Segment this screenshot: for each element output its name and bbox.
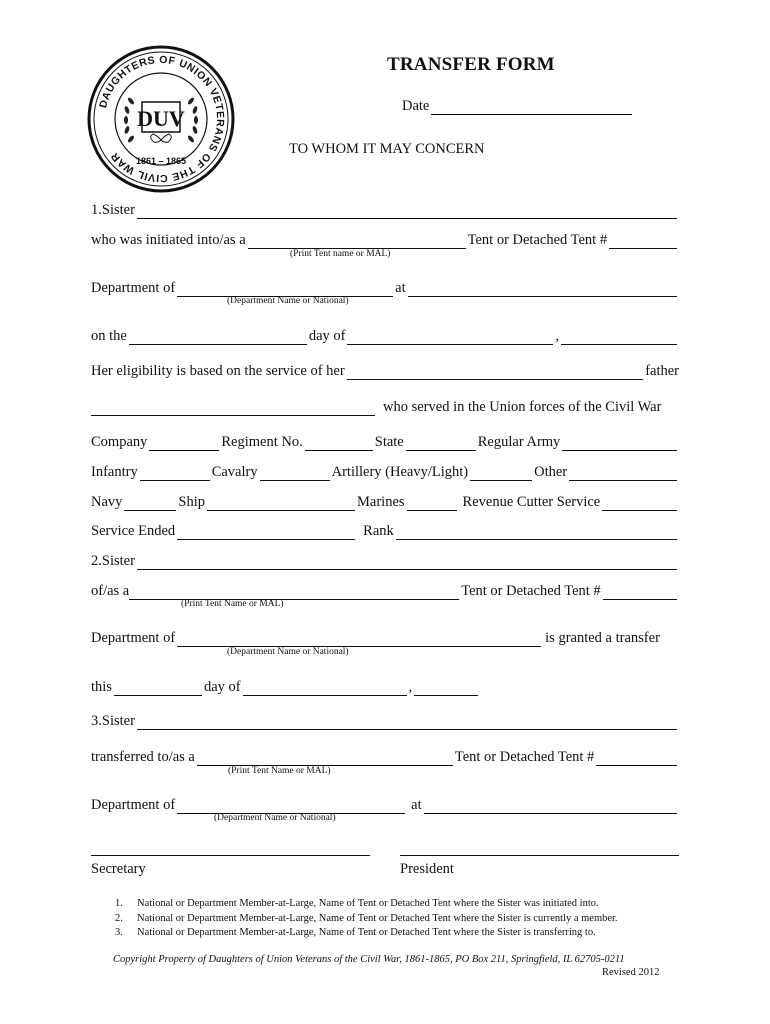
ship-field[interactable]: [207, 495, 355, 511]
dpv-seal-logo: [86, 44, 236, 194]
department1-row: [91, 277, 679, 297]
svg-text:DAUGHTERS OF UNION VETERANS OF: DAUGHTERS OF UNION VETERANS OF THE CIVIL WAR: [97, 53, 227, 185]
transfer-month-field[interactable]: [243, 680, 407, 696]
navy-label: Navy: [91, 494, 123, 510]
cavalry-label: Cavalry: [211, 464, 258, 480]
infantry-field[interactable]: [140, 465, 210, 481]
day-of-label: day of: [308, 328, 346, 344]
sister1-row: [91, 199, 679, 219]
cavalry-field[interactable]: [260, 465, 330, 481]
transfer-year-field[interactable]: [414, 680, 478, 696]
on-the-label: on the: [91, 328, 127, 344]
new-tent-label: Tent or Detached Tent #: [454, 749, 595, 765]
sister2-label: 2.Sister: [91, 553, 135, 569]
department1-at-field[interactable]: [408, 281, 677, 297]
date-field[interactable]: [431, 99, 632, 115]
other-label: Other: [534, 464, 568, 480]
footnote-number: 3.: [115, 927, 123, 938]
department2-hint: (Department Name or National): [227, 647, 349, 657]
sister1-name-field[interactable]: [137, 203, 677, 219]
sister3-row: [91, 710, 679, 730]
revenue-cutter-field[interactable]: [602, 495, 677, 511]
department2-label: Department of: [91, 630, 176, 646]
company-label: Company: [91, 434, 148, 450]
department3-hint: (Department Name or National): [214, 813, 336, 823]
new-tent-hint: (Print Tent Name or MAL): [228, 766, 331, 776]
revenue-cutter-label: Revenue Cutter Service: [462, 494, 601, 510]
transfer-comma: ,: [408, 679, 413, 695]
footnote-number: 2.: [115, 913, 123, 924]
sister2-row: [91, 550, 679, 570]
service-ended-field[interactable]: [177, 524, 355, 540]
artillery-field[interactable]: [470, 465, 532, 481]
current-tent-label: Tent or Detached Tent #: [461, 583, 601, 599]
regular-army-label: Regular Army: [477, 434, 561, 450]
marines-label: Marines: [357, 494, 405, 510]
navy-field[interactable]: [124, 495, 176, 511]
footnote-number: 1.: [115, 898, 123, 909]
served-label: who served in the Union forces of the Civil War: [383, 399, 662, 415]
rank-field[interactable]: [396, 524, 677, 540]
infantry-row: [91, 461, 679, 481]
form-title: TRANSFER FORM: [387, 54, 555, 75]
department1-hint: (Department Name or National): [227, 296, 349, 306]
state-field[interactable]: [406, 435, 476, 451]
granted-label: is granted a transfer: [545, 630, 660, 646]
sister3-label: 3.Sister: [91, 713, 135, 729]
department1-at-label: at: [395, 280, 406, 296]
transferred-label: transferred to/as a: [91, 749, 195, 765]
navy-row: [91, 491, 679, 511]
current-tent-row: [91, 580, 679, 600]
copyright-notice: Copyright Property of Daughters of Union Veterans of the Civil War, 1861-1865, PO Box 211, Springfield, IL 62705-0211: [113, 954, 625, 965]
regiment-field[interactable]: [305, 435, 373, 451]
department2-row: [91, 627, 679, 647]
transfer-day-field[interactable]: [114, 680, 202, 696]
service-ended-label: Service Ended: [91, 523, 176, 539]
department2-name-field[interactable]: [177, 631, 541, 647]
eligibility-label: Her eligibility is based on the service of her: [91, 363, 345, 379]
footnote-2: [115, 912, 618, 925]
revision-note: Revised 2012: [602, 967, 660, 978]
current-tent-name-field[interactable]: [129, 584, 459, 600]
company-field[interactable]: [149, 435, 219, 451]
initiated-tent-hint: (Print Tent name or MAL): [290, 249, 391, 259]
department3-row: [91, 794, 679, 814]
initiated-tent-number-field[interactable]: [609, 233, 677, 249]
sister2-name-field[interactable]: [137, 554, 677, 570]
transfer-day-of-label: day of: [203, 679, 241, 695]
ship-label: Ship: [178, 494, 206, 510]
initiated-tent-name-field[interactable]: [248, 233, 466, 249]
initiated-tent-label: Tent or Detached Tent #: [467, 232, 608, 248]
ancestor-row: [91, 396, 679, 416]
father-label: father: [645, 363, 679, 379]
other-field[interactable]: [569, 465, 677, 481]
regiment-label: Regiment No.: [221, 434, 303, 450]
current-tent-hint: (Print Tent Name or MAL): [181, 599, 284, 609]
department3-label: Department of: [91, 797, 176, 813]
president-label: President: [400, 861, 454, 877]
ofas-label: of/as a: [91, 583, 130, 599]
ancestor-relation-field[interactable]: [347, 364, 644, 380]
service-ended-row: [91, 520, 679, 540]
initiation-year-field[interactable]: [561, 329, 677, 345]
department1-label: Department of: [91, 280, 176, 296]
president-signature-line[interactable]: [400, 855, 679, 856]
this-label: this: [91, 679, 112, 695]
footnote-text: National or Department Member-at-Large, Name of Tent or Detached Tent where the Sister is transferring to.: [137, 927, 596, 938]
department3-at-field[interactable]: [424, 798, 677, 814]
artillery-label: Artillery (Heavy/Light): [331, 464, 469, 480]
infantry-label: Infantry: [91, 464, 138, 480]
transferred-row: [91, 746, 679, 766]
initiation-day-field[interactable]: [129, 329, 307, 345]
new-tent-name-field[interactable]: [197, 750, 453, 766]
initiation-date-row: [91, 325, 679, 345]
footnote-text: National or Department Member-at-Large, Name of Tent or Detached Tent where the Sister was initiated into.: [137, 898, 599, 909]
transfer-date-row: [91, 676, 679, 696]
rank-label: Rank: [363, 523, 394, 539]
secretary-label: Secretary: [91, 861, 146, 877]
marines-field[interactable]: [407, 495, 457, 511]
current-tent-number-field[interactable]: [603, 584, 677, 600]
footnote-3: [115, 926, 596, 939]
initiated-row: [91, 229, 679, 249]
initiated-label: who was initiated into/as a: [91, 232, 246, 248]
svg-text:1861 – 1865: 1861 – 1865: [135, 156, 187, 166]
new-tent-number-field[interactable]: [596, 750, 677, 766]
department3-at-label: at: [411, 797, 422, 813]
secretary-signature-line[interactable]: [91, 855, 370, 856]
state-label: State: [374, 434, 404, 450]
footnote-1: [115, 897, 599, 910]
date-label: Date: [402, 98, 430, 114]
company-row: [91, 431, 679, 451]
sister3-name-field[interactable]: [137, 714, 677, 730]
salutation: TO WHOM IT MAY CONCERN: [289, 141, 485, 157]
svg-text:DUV: DUV: [137, 106, 185, 131]
footnote-text: National or Department Member-at-Large, Name of Tent or Detached Tent where the Sister is currently a member.: [137, 913, 618, 924]
regular-army-field[interactable]: [562, 435, 677, 451]
date-row: [402, 95, 634, 115]
initiation-month-field[interactable]: [347, 329, 553, 345]
comma: ,: [555, 328, 560, 344]
sister1-label: 1.Sister: [91, 202, 135, 218]
eligibility-row: [91, 360, 679, 380]
ancestor-name-field[interactable]: [91, 400, 375, 416]
